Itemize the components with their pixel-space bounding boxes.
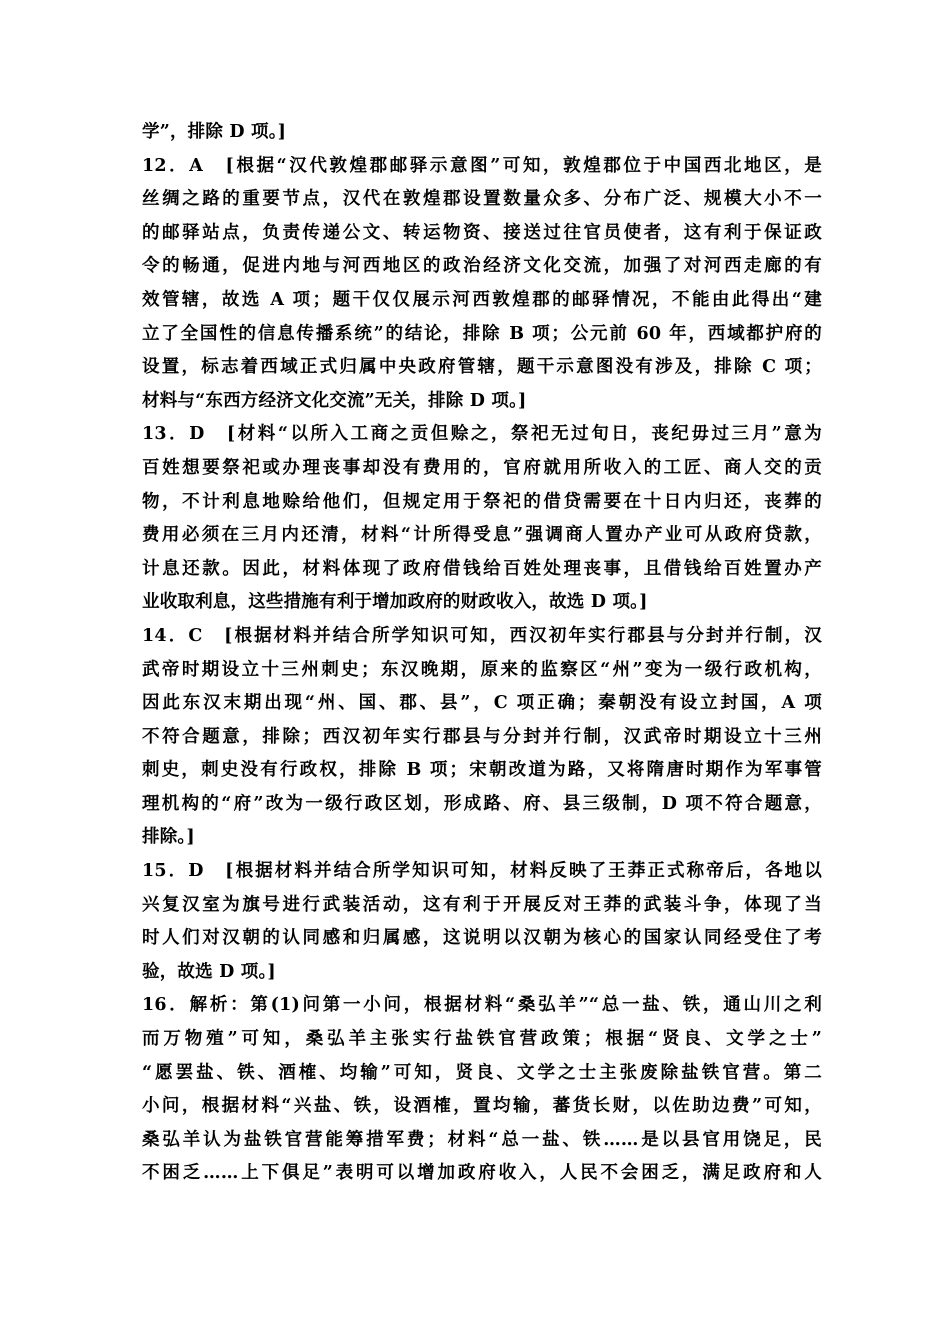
text-line: 兴复汉室为旗号进行武装活动，这有利于开展反对王莽的武装斗争，体现了当 <box>142 894 822 915</box>
text-line: 费用必须在三月内还清，材料“计所得受息”强调商人置办产业可从政府贷款， <box>142 525 822 546</box>
text-line: 15．D [根据材料并结合所学知识可知，材料反映了王莽正式称帝后，各地以 <box>142 861 822 882</box>
document-page <box>142 116 822 1191</box>
text-line: 时人们对汉朝的认同感和归属感，这说明以汉朝为核心的国家认同经受住了考 <box>142 928 822 949</box>
text-line: 效管辖，故选 A 项；题干仅仅展示河西敦煌郡的邮驿情况，不能由此得出“建 <box>142 289 822 310</box>
text-line: 小问，根据材料“兴盐、铁，设酒榷，置均输，蕃货长财，以佐助边费”可知， <box>142 1096 822 1117</box>
text-line: 计息还款。因此，材料体现了政府借钱给百姓处理丧事，且借钱给百姓置办产 <box>142 558 822 579</box>
text-line: 理机构的“府”改为一级行政区划，形成路、府、县三级制，D 项不符合题意， <box>142 793 822 814</box>
text-line: 刺史，刺史没有行政权，排除 B 项；宋朝改道为路，又将隋唐时期作为军事管 <box>142 760 822 781</box>
text-line: 13．D [材料“以所入工商之贡但赊之，祭祀无过旬日，丧纪毋过三月”意为 <box>142 424 822 445</box>
text-line: 丝绸之路的重要节点，汉代在敦煌郡设置数量众多、分布广泛、规模大小不一 <box>142 189 822 210</box>
text-line: 验，故选 D 项。] <box>142 961 276 982</box>
text-line: 令的畅通，促进内地与河西地区的政治经济文化交流，加强了对河西走廊的有 <box>142 256 822 277</box>
text-line: 桑弘羊认为盐铁官营能筹措军费；材料“总一盐、铁……是以县官用饶足，民 <box>142 1129 822 1150</box>
text-line: 业收取利息，这些措施有利于增加政府的财政收入，故选 D 项。] <box>142 592 648 613</box>
text-line: 百姓想要祭祀或办理丧事却没有费用的，官府就用所收入的工匠、商人交的贡 <box>142 457 822 478</box>
text-line: 16．解析：第(1)问第一小问，根据材料“桑弘羊”“总一盐、铁，通山川之利 <box>142 995 822 1016</box>
text-line: 14．C [根据材料并结合所学知识可知，西汉初年实行郡县与分封并行制，汉 <box>142 625 822 646</box>
text-line: 武帝时期设立十三州刺史；东汉晚期，原来的监察区“州”变为一级行政机构， <box>142 659 822 680</box>
text-line: 材料与“东西方经济文化交流”无关，排除 D 项。] <box>142 390 527 411</box>
text-line: 不困乏……上下俱足”表明可以增加政府收入，人民不会困乏，满足政府和人 <box>142 1163 822 1184</box>
text-line: 设置，标志着西域正式归属中央政府管辖，题干示意图没有涉及，排除 C 项； <box>142 357 822 378</box>
text-line: 不符合题意，排除；西汉初年实行郡县与分封并行制，汉武帝时期设立十三州 <box>142 726 822 747</box>
text-line: 物，不计利息地赊给他们，但规定用于祭祀的借贷需要在十日内归还，丧葬的 <box>142 491 822 512</box>
text-line: “愿罢盐、铁、酒榷、均输”可知，贤良、文学之士主张废除盐铁官营。第二 <box>142 1062 822 1083</box>
text-line: 因此东汉末期出现“州、国、郡、县”，C 项正确；秦朝没有设立封国，A 项 <box>142 693 822 714</box>
text-line: 而万物殖”可知，桑弘羊主张实行盐铁官营政策；根据“贤良、文学之士” <box>142 1029 822 1050</box>
text-line: 排除。] <box>142 827 195 848</box>
text-line: 学”，排除 D 项。] <box>142 122 287 142</box>
text-line: 立了全国性的信息传播系统”的结论，排除 B 项；公元前 60 年，西域都护府的 <box>142 323 822 344</box>
text-line: 12．A [根据“汉代敦煌郡邮驿示意图”可知，敦煌郡位于中国西北地区，是 <box>142 155 822 176</box>
text-line: 的邮驿站点，负责传递公文、转运物资、接送过往官员使者，这有利于保证政 <box>142 222 822 243</box>
